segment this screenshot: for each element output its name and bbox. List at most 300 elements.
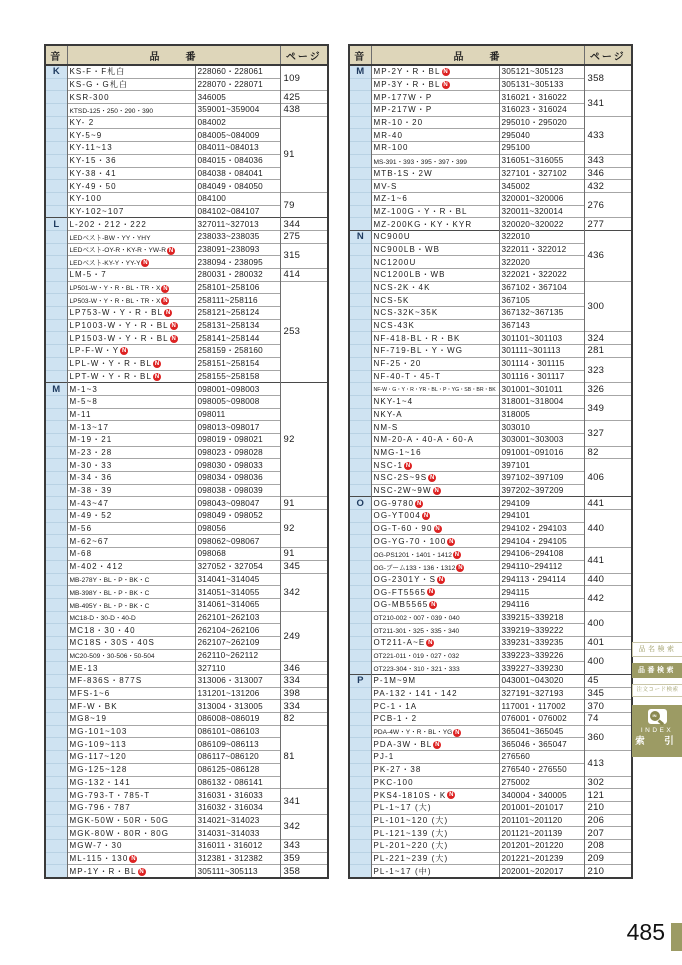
order-code-cell: 258131~258134 — [195, 319, 280, 332]
new-product-mark-icon: N — [163, 285, 168, 292]
new-product-mark-icon: N — [168, 247, 174, 254]
sound-index-cell — [349, 383, 371, 396]
sound-index-cell — [45, 700, 67, 713]
item-number-cell — [67, 636, 195, 649]
order-code-cell: 340004・340005 — [499, 789, 584, 802]
item-number-cell — [67, 446, 195, 459]
item-number-cell — [67, 560, 195, 573]
item-number-text: KY-11~13 — [69, 143, 113, 153]
sound-index-cell — [349, 319, 371, 332]
item-number-text: PKC-100 — [373, 777, 414, 787]
index-icon-handle — [657, 719, 663, 725]
order-code-cell: 316021・316022 — [499, 91, 584, 104]
item-number-text: MG-117~120 — [69, 752, 127, 762]
item-number-text: NF-40-T・45-T — [373, 371, 441, 381]
table-row — [45, 116, 328, 129]
page-ref-cell: 341 — [280, 789, 328, 814]
item-number-cell — [371, 180, 499, 193]
sound-index-cell — [45, 459, 67, 472]
item-number-text: LP753-W・Y・R・BL — [69, 308, 164, 318]
item-number-cell — [67, 307, 195, 320]
item-number-cell — [67, 852, 195, 865]
order-code-cell: 301101~301103 — [499, 332, 584, 345]
item-number-text: MZ-1~6 — [373, 194, 408, 204]
table-row — [349, 383, 632, 396]
item-number-cell — [67, 839, 195, 852]
page-ref-cell: 345 — [584, 687, 632, 700]
item-number-cell — [67, 776, 195, 789]
sound-index-cell: L — [45, 218, 67, 231]
new-product-mark-icon: N — [165, 310, 171, 317]
table-row — [45, 852, 328, 865]
sound-index-cell — [349, 801, 371, 814]
sound-index-cell — [349, 218, 371, 231]
table-row — [349, 180, 632, 193]
item-number-text: OG-YG-70・100 — [373, 536, 447, 546]
item-number-text: KY-102~107 — [69, 206, 125, 216]
item-number-cell — [67, 256, 195, 269]
item-number-text: NC900LB・WB — [373, 244, 441, 254]
order-code-cell: 322021・322022 — [499, 269, 584, 282]
order-code-cell: 294109 — [499, 497, 584, 510]
order-code-cell: 098023・098028 — [195, 446, 280, 459]
sound-index-cell — [45, 370, 67, 383]
item-number-text: PA-132・141・142 — [373, 689, 458, 699]
page-ref-cell: 302 — [584, 776, 632, 789]
sound-index-cell — [349, 789, 371, 802]
order-code-cell: 295040 — [499, 129, 584, 142]
new-product-mark-icon: N — [171, 335, 176, 342]
item-number-cell — [371, 839, 499, 852]
table-row — [45, 104, 328, 117]
order-code-cell: 117001・117002 — [499, 700, 584, 713]
item-number-cell — [371, 421, 499, 434]
item-number-cell — [371, 636, 499, 649]
item-number-cell — [371, 763, 499, 776]
sound-index-cell — [349, 395, 371, 408]
sound-index-cell — [45, 725, 67, 738]
order-code-cell: 276540・276550 — [499, 763, 584, 776]
item-number-text: LP503-W・Y・R・BL・TR・X — [69, 298, 161, 306]
order-code-cell: 294113・294114 — [499, 573, 584, 586]
order-code-cell: 318001~318004 — [499, 395, 584, 408]
item-number-text: MV-S — [373, 181, 398, 191]
order-code-cell: 365041~365045 — [499, 725, 584, 738]
item-number-text: M-11 — [69, 409, 92, 419]
order-code-cell: 294115 — [499, 586, 584, 599]
item-number-text: NSC-1 — [373, 460, 404, 470]
order-code-cell: 098049・098052 — [195, 510, 280, 523]
item-number-text: PL-201~220 (大) — [373, 841, 449, 851]
item-number-text: M-30・33 — [69, 460, 113, 470]
table-row — [349, 789, 632, 802]
item-number-text: NF-418-BL・R・BK — [373, 333, 461, 343]
item-number-text: M-62~67 — [69, 536, 109, 546]
item-number-cell — [67, 78, 195, 91]
order-code-cell: 301116・301117 — [499, 370, 584, 383]
item-number-text: PL-121~139 (大) — [373, 828, 449, 838]
sound-index-cell — [349, 839, 371, 852]
item-number-text: KY- 2 — [69, 118, 95, 128]
item-number-text: NCS-43K — [373, 321, 415, 331]
tab-index[interactable] — [632, 705, 682, 757]
item-number-cell — [371, 281, 499, 294]
item-number-cell — [67, 230, 195, 243]
sound-index-cell — [349, 560, 371, 573]
table-row — [45, 573, 328, 586]
page-ref-cell: 343 — [280, 839, 328, 852]
table-row — [45, 789, 328, 802]
item-number-text: NF-719-BL・Y・WG — [373, 346, 464, 356]
item-number-text: MTB-1S・2W — [373, 168, 433, 178]
item-number-text: KY-38・41 — [69, 168, 117, 178]
page-ref-cell: 346 — [280, 662, 328, 675]
item-number-cell — [371, 586, 499, 599]
item-number-text: MC20-509・30-506・50-504 — [69, 653, 155, 661]
item-number-text: MFS-1~6 — [69, 689, 111, 699]
sound-index-cell — [45, 269, 67, 282]
new-product-mark-icon: N — [131, 855, 136, 862]
item-number-cell — [371, 852, 499, 865]
item-number-text: M-23・28 — [69, 447, 113, 457]
sound-index-cell — [45, 510, 67, 523]
item-number-cell — [371, 789, 499, 802]
order-code-cell: 327052・327054 — [195, 560, 280, 573]
item-number-text: MG-132・141 — [69, 777, 131, 787]
order-code-cell: 228070・228071 — [195, 78, 280, 91]
sound-index-cell — [349, 776, 371, 789]
sound-index-cell — [45, 763, 67, 776]
tab-product-name-search[interactable]: 品名検索 — [632, 642, 682, 657]
page-ref-cell: 425 — [280, 91, 328, 104]
item-number-text: NF-W・G・Y・R・YR・BL・P・YG・SB・BR・BK — [373, 386, 496, 393]
item-number-cell — [67, 281, 195, 294]
item-number-text: KY-100 — [69, 194, 103, 204]
table-row — [349, 586, 632, 599]
item-number-text: OT211-A~E — [373, 638, 426, 648]
table-row — [45, 839, 328, 852]
table-row — [45, 662, 328, 675]
order-code-cell: 314041~314045 — [195, 573, 280, 586]
order-code-cell: 318005 — [499, 408, 584, 421]
order-code-cell: 258141~258144 — [195, 332, 280, 345]
item-number-cell — [371, 142, 499, 155]
page-ref-cell: 349 — [584, 395, 632, 420]
item-number-cell — [371, 827, 499, 840]
table-row — [349, 230, 632, 243]
item-number-text: M-49・52 — [69, 511, 113, 521]
item-number-text: NC1200U — [373, 257, 417, 267]
item-number-cell — [371, 510, 499, 523]
page-ref-cell: 79 — [280, 192, 328, 217]
item-number-cell — [371, 865, 499, 878]
item-number-text: LPL-W・Y・R・BL — [69, 359, 153, 369]
item-number-text: OG-ブーム133・136・1312 — [373, 564, 456, 572]
item-number-text: MP-2Y・R・BL — [373, 67, 441, 77]
sound-index-cell — [45, 230, 67, 243]
sound-index-cell — [349, 116, 371, 129]
sound-index-cell — [349, 738, 371, 751]
page-ref-cell: 360 — [584, 725, 632, 750]
item-number-cell — [67, 345, 195, 358]
item-number-cell — [67, 459, 195, 472]
item-number-text: LPT-W・Y・R・BL — [69, 371, 153, 381]
sound-index-cell — [45, 395, 67, 408]
table-row — [45, 91, 328, 104]
sound-index-cell — [349, 281, 371, 294]
item-number-cell — [371, 332, 499, 345]
new-product-mark-icon: N — [455, 729, 460, 736]
sound-index-cell — [45, 675, 67, 688]
item-number-cell — [67, 91, 195, 104]
item-number-text: NM-20-A・40-A・60-A — [373, 435, 475, 445]
item-number-text: OG-FT5565 — [373, 587, 427, 597]
order-code-cell: 098011 — [195, 408, 280, 421]
table-row — [349, 192, 632, 205]
page-ref-cell: 440 — [584, 510, 632, 548]
page-ref-cell: 275 — [280, 230, 328, 243]
new-product-mark-icon: N — [431, 602, 436, 609]
sound-index-cell — [349, 814, 371, 827]
order-code-cell: 238033~238035 — [195, 230, 280, 243]
item-number-cell — [67, 522, 195, 535]
sound-index-cell — [45, 865, 67, 878]
item-number-cell — [371, 167, 499, 180]
order-code-cell: 320001~320006 — [499, 192, 584, 205]
item-number-cell — [371, 154, 499, 167]
item-number-text: MG-793-T・785-T — [69, 790, 151, 800]
page-ref-cell: 74 — [584, 713, 632, 726]
item-number-cell — [371, 91, 499, 104]
order-code-cell: 276560 — [499, 751, 584, 764]
sound-index-cell — [349, 78, 371, 91]
order-code-cell: 086101~086103 — [195, 725, 280, 738]
item-number-cell — [67, 243, 195, 256]
sound-index-cell — [45, 294, 67, 307]
order-code-cell: 295010・295020 — [499, 116, 584, 129]
tab-product-number-search[interactable]: 品番検索 — [632, 663, 682, 678]
item-number-text: M-38・39 — [69, 486, 113, 496]
page-ref-cell: 406 — [584, 459, 632, 497]
item-number-text: NSC-2W~9W — [373, 486, 432, 496]
order-code-cell: 262104~262106 — [195, 624, 280, 637]
item-number-text: LP501-W・Y・R・BL・TR・X — [69, 285, 161, 293]
order-code-cell: 262101~262103 — [195, 611, 280, 624]
item-number-text: MG-101~103 — [69, 727, 128, 737]
item-number-text: MG-109~113 — [69, 739, 127, 749]
order-code-cell: 275002 — [499, 776, 584, 789]
page-ref-cell: 334 — [280, 675, 328, 688]
page-ref-cell: 207 — [584, 827, 632, 840]
page-ref-cell: 342 — [280, 814, 328, 839]
header-row — [45, 45, 328, 65]
column-header-sound: 音 — [349, 45, 371, 65]
sound-index-cell: M — [349, 65, 371, 78]
sound-index-cell — [349, 91, 371, 104]
page-ref-cell: 281 — [584, 345, 632, 358]
item-number-cell — [67, 497, 195, 510]
order-code-cell: 294110~294112 — [499, 560, 584, 573]
item-number-text: M-56 — [69, 524, 93, 534]
item-number-text: M-34・36 — [69, 473, 113, 483]
new-product-mark-icon: N — [154, 373, 160, 380]
item-number-text: PL-1~17 (中) — [373, 866, 432, 876]
order-code-cell: 258101~258106 — [195, 281, 280, 294]
sound-index-cell: P — [349, 675, 371, 688]
item-number-cell — [67, 713, 195, 726]
order-code-cell: 258121~258124 — [195, 307, 280, 320]
item-number-text: M-13~17 — [69, 422, 109, 432]
item-number-text: LEDベスト-OY-R・KY-R・YW-R — [69, 247, 166, 255]
table-row — [45, 383, 328, 396]
item-number-cell — [67, 129, 195, 142]
order-code-cell: 084005~084009 — [195, 129, 280, 142]
item-number-cell — [67, 611, 195, 624]
order-code-cell: 301111~301113 — [499, 345, 584, 358]
item-number-cell — [371, 256, 499, 269]
item-number-cell — [67, 65, 195, 78]
table-row — [349, 548, 632, 561]
order-code-cell: 314021~314023 — [195, 814, 280, 827]
item-number-cell — [67, 370, 195, 383]
order-code-cell: 327191~327193 — [499, 687, 584, 700]
table-row — [45, 700, 328, 713]
item-number-cell — [371, 497, 499, 510]
sound-index-cell — [45, 142, 67, 155]
page-ref-cell: 433 — [584, 116, 632, 154]
order-code-cell: 327110 — [195, 662, 280, 675]
sound-index-cell — [45, 78, 67, 91]
index-table-right — [348, 44, 633, 879]
item-number-text: MGW-7・30 — [69, 841, 123, 851]
sound-index-cell — [349, 192, 371, 205]
item-number-cell — [371, 129, 499, 142]
item-number-cell — [371, 370, 499, 383]
page-ref-cell: 414 — [280, 269, 328, 282]
item-number-cell — [67, 154, 195, 167]
item-number-cell — [371, 78, 499, 91]
sound-index-cell — [45, 751, 67, 764]
page-ref-cell: 82 — [584, 446, 632, 459]
item-number-cell — [371, 776, 499, 789]
order-code-cell: 397101 — [499, 459, 584, 472]
item-number-cell — [67, 801, 195, 814]
item-number-text: LEDベスト-KY-Y・YY-Y — [69, 260, 141, 268]
index-label-jp: 索 引 — [635, 736, 679, 747]
item-number-text: KY-15・36 — [69, 156, 117, 166]
order-code-cell: 294106~294108 — [499, 548, 584, 561]
item-number-cell — [371, 446, 499, 459]
order-code-cell: 345002 — [499, 180, 584, 193]
page-ref-cell: 436 — [584, 230, 632, 281]
item-number-cell — [67, 218, 195, 231]
sound-index-cell — [45, 573, 67, 586]
sound-index-cell — [45, 497, 67, 510]
table-row — [349, 649, 632, 662]
order-code-cell: 301001~301011 — [499, 383, 584, 396]
sound-index-cell — [349, 205, 371, 218]
table-row — [349, 357, 632, 370]
item-number-text: KS-G・G札白 — [69, 80, 129, 90]
sound-index-cell — [349, 687, 371, 700]
order-code-cell: 339231~339235 — [499, 636, 584, 649]
order-code-cell: 098001~098003 — [195, 383, 280, 396]
sound-index-cell — [349, 357, 371, 370]
item-number-cell — [67, 725, 195, 738]
item-number-cell — [67, 167, 195, 180]
order-code-cell: 084038・084041 — [195, 167, 280, 180]
item-number-cell — [371, 104, 499, 117]
item-number-cell — [67, 789, 195, 802]
item-number-cell — [67, 383, 195, 396]
item-number-text: OG-MB5565 — [373, 600, 429, 610]
item-number-cell — [371, 218, 499, 231]
order-code-cell: 238091~238093 — [195, 243, 280, 256]
sound-index-cell — [45, 154, 67, 167]
tab-order-code-search[interactable]: 注文コード検索 — [632, 684, 682, 697]
order-code-cell: 316051~316055 — [499, 154, 584, 167]
order-code-cell: 322020 — [499, 256, 584, 269]
sound-index-cell — [349, 865, 371, 878]
table-row — [349, 116, 632, 129]
order-code-cell: 316011・316012 — [195, 839, 280, 852]
item-number-cell — [371, 472, 499, 485]
table-row — [349, 814, 632, 827]
order-code-cell: 313006・313007 — [195, 675, 280, 688]
sound-index-cell — [45, 586, 67, 599]
item-number-cell — [67, 357, 195, 370]
sound-index-cell — [45, 598, 67, 611]
item-number-text: MP-1Y・R・BL — [69, 866, 137, 876]
new-product-mark-icon: N — [430, 475, 435, 482]
page-ref-cell: 209 — [584, 852, 632, 865]
item-number-cell — [371, 662, 499, 675]
item-number-cell — [67, 192, 195, 205]
item-number-cell — [67, 484, 195, 497]
sound-index-cell — [349, 433, 371, 446]
item-number-cell — [371, 65, 499, 78]
table-row — [349, 725, 632, 738]
item-number-text: NMG-1~16 — [373, 447, 422, 457]
item-number-text: MC18-D・30-D・40-D — [69, 615, 136, 623]
page-ref-cell: 440 — [584, 573, 632, 586]
item-number-text: MB-278Y・BL・P・BK・C — [69, 577, 150, 585]
sound-index-cell — [349, 129, 371, 142]
order-code-cell: 295100 — [499, 142, 584, 155]
page-ref-cell: 249 — [280, 611, 328, 662]
page-ref-cell: 253 — [280, 281, 328, 383]
sound-index-cell — [349, 852, 371, 865]
order-code-cell: 201001~201017 — [499, 801, 584, 814]
item-number-text: NKY-A — [373, 409, 403, 419]
sound-index-cell — [349, 446, 371, 459]
table-row — [45, 218, 328, 231]
order-code-cell: 091001~091016 — [499, 446, 584, 459]
item-number-cell — [371, 535, 499, 548]
sound-index-cell — [349, 636, 371, 649]
item-number-text: MG-125~128 — [69, 765, 128, 775]
column-header-item-number: 品 番 — [371, 45, 584, 65]
order-code-cell: 098005~098008 — [195, 395, 280, 408]
sound-index-cell — [45, 789, 67, 802]
item-number-cell — [371, 205, 499, 218]
table-row — [45, 510, 328, 523]
item-number-cell — [67, 319, 195, 332]
order-code-cell: 086109~086113 — [195, 738, 280, 751]
column-header-sound: 音 — [45, 45, 67, 65]
page-ref-cell: 334 — [280, 700, 328, 713]
item-number-cell — [371, 243, 499, 256]
